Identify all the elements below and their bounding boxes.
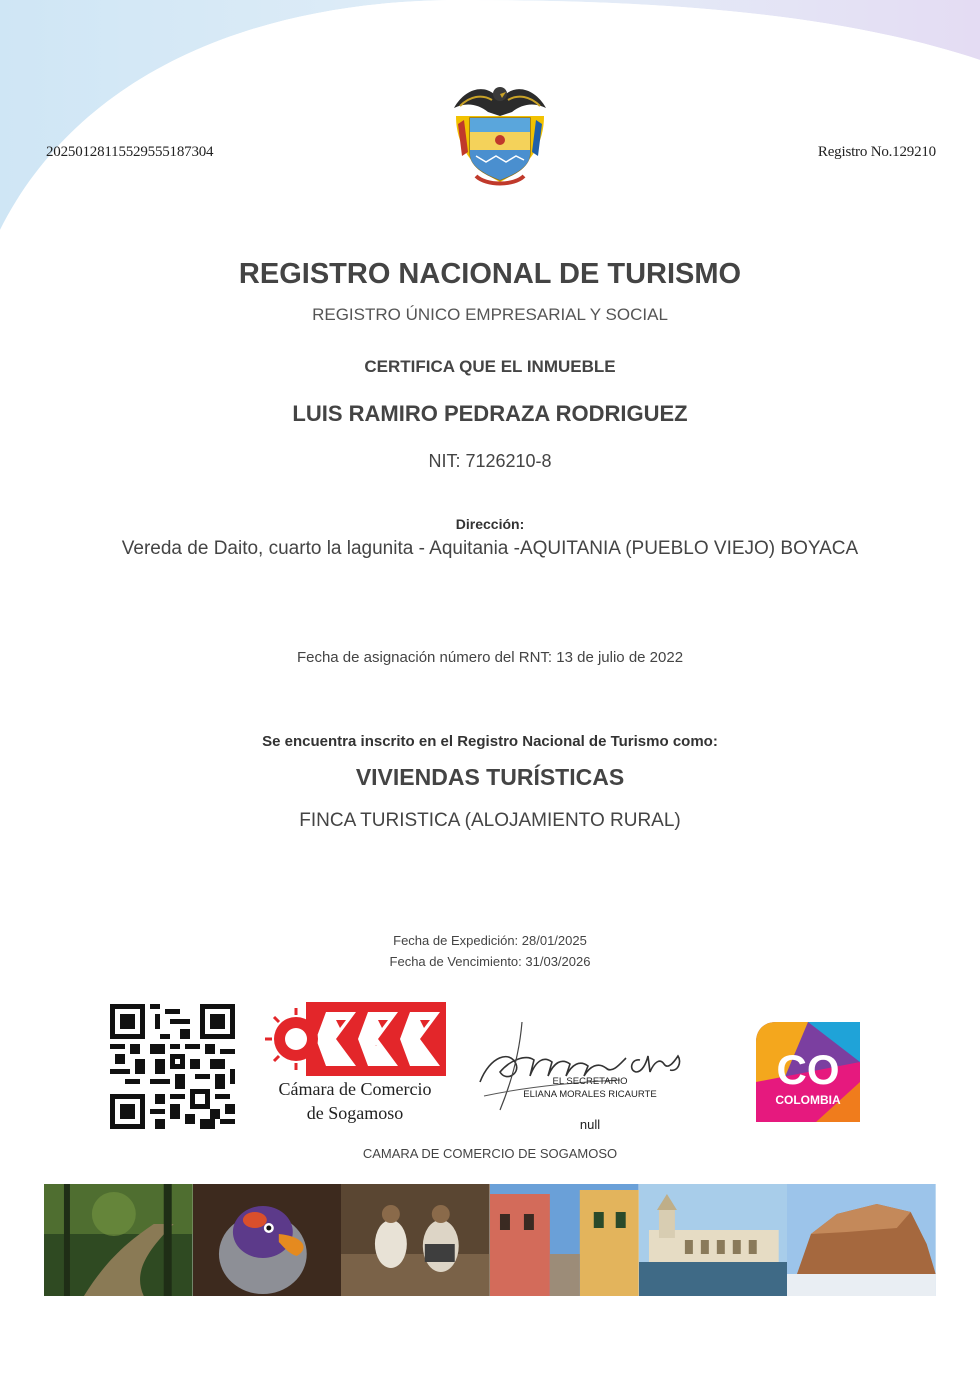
colombia-brand-logo — [756, 1022, 860, 1122]
issuing-organization: CAMARA DE COMERCIO DE SOGAMOSO — [362, 1146, 618, 1161]
address-value: Vereda de Daito, cuarto la lagunita - Aquitania -AQUITANIA (PUEBLO VIEJO) BOYACA — [121, 538, 859, 559]
ccs-name-line2: de Sogamoso — [306, 1103, 404, 1123]
photo-rock-formation — [787, 1184, 936, 1296]
photo-cathedral-harbor — [639, 1184, 788, 1296]
expiry-date: Fecha de Vencimiento: 31/03/2026 — [389, 954, 591, 969]
photo-strip — [44, 1184, 936, 1296]
photo-musicians — [341, 1184, 490, 1296]
document-id: 20250128115529555187304 — [46, 144, 214, 160]
certificate-title: REGISTRO NACIONAL DE TURISMO — [238, 258, 742, 290]
photo-condor-bird — [193, 1184, 342, 1296]
ccs-name-line1: Cámara de Comercio — [278, 1079, 432, 1099]
ccs-logo — [264, 1002, 446, 1076]
subcategory-title: FINCA TURISTICA (ALOJAMIENTO RURAL) — [299, 810, 681, 831]
rnt-assignment-date: Fecha de asignación número del RNT: 13 de julio de 2022 — [296, 649, 684, 666]
ccs-logo-text: CCS — [374, 1046, 378, 1047]
issue-date: Fecha de Expedición: 28/01/2025 — [393, 933, 587, 948]
photo-colonial-street — [490, 1184, 639, 1296]
qr-code-icon — [110, 1004, 235, 1129]
signer-role: EL SECRETARIO — [552, 1076, 628, 1087]
signature-image — [470, 1016, 692, 1116]
registro-number: Registro No.129210 — [817, 144, 936, 160]
category-title: VIVIENDAS TURÍSTICAS — [355, 764, 625, 790]
inscrito-label: Se encuentra inscrito en el Registro Nacional de Turismo como: — [262, 733, 718, 750]
certifica-heading: CERTIFICA QUE EL INMUEBLE — [364, 357, 616, 376]
owner-name: LUIS RAMIRO PEDRAZA RODRIGUEZ — [292, 401, 688, 426]
nit-number: NIT: 7126210-8 — [428, 451, 552, 471]
co-logo-subtext: COLOMBIA — [775, 1093, 841, 1107]
signer-name: ELIANA MORALES RICAURTE — [523, 1089, 657, 1100]
address-label: Dirección: — [455, 516, 525, 532]
photo-forest-path — [44, 1184, 193, 1296]
colombia-coat-of-arms-icon — [446, 76, 554, 192]
signer-extra: null — [579, 1117, 601, 1132]
certificate-subtitle: REGISTRO ÚNICO EMPRESARIAL Y SOCIAL — [312, 305, 668, 324]
co-logo-text: CO — [776, 1046, 840, 1093]
